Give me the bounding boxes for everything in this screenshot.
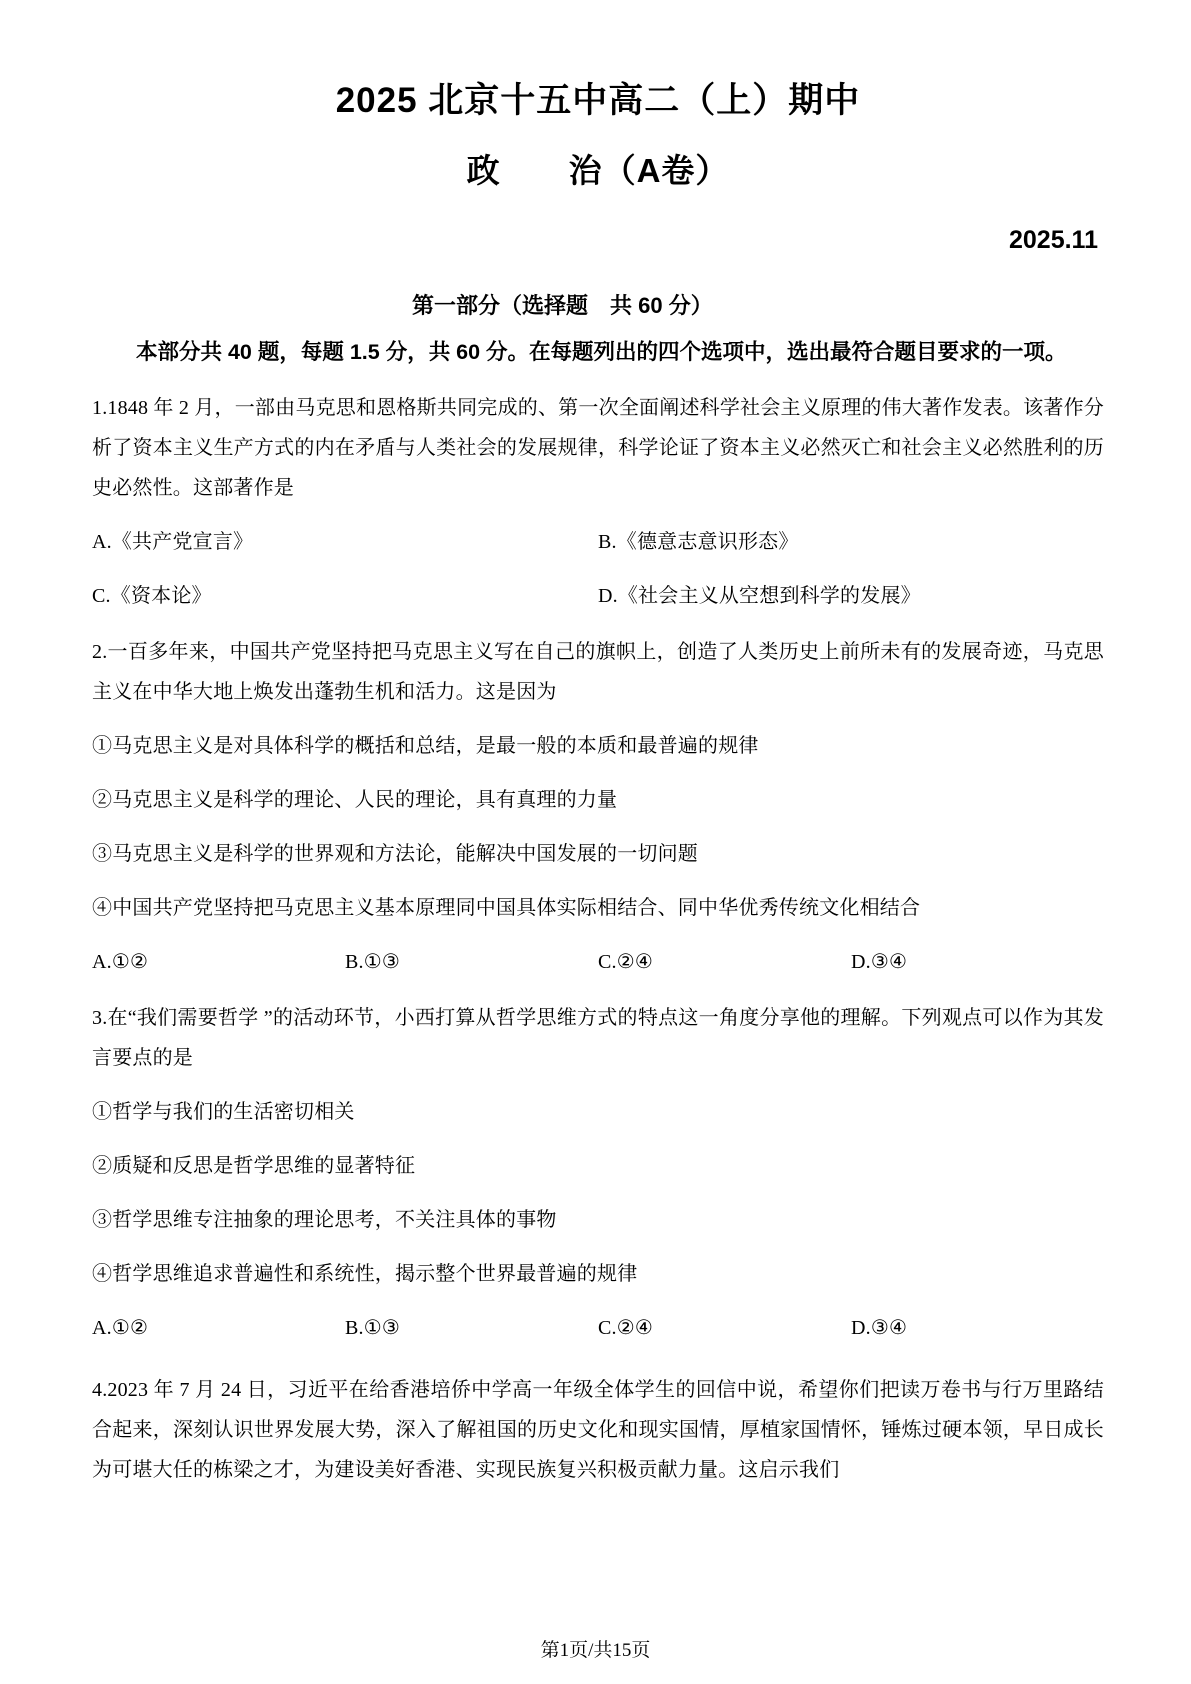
page-title: 2025 北京十五中高二（上）期中 <box>335 81 861 120</box>
option-row <box>92 576 1104 616</box>
option-a[interactable]: A.①② <box>92 951 149 974</box>
subject-title: 政 治（A卷） <box>466 151 730 189</box>
question-item <box>92 388 1104 616</box>
question-stem: 2.一百多年来，中国共产党坚持把马克思主义写在自己的旗帜上，创造了人类历史上前所未有的发展奇迹，马克思主义在中华大地上焕发出蓬勃生机和活力。这是因为 <box>92 641 1104 704</box>
question-item <box>92 998 1104 1348</box>
question-sub-item: ④哲学思维追求普遍性和系统性，揭示整个世界最普遍的规律 <box>92 1263 638 1286</box>
question-item <box>92 632 1104 982</box>
option-b[interactable]: B.《德意志意识形态》 <box>598 531 799 554</box>
exam-date: 2025.11 <box>1009 226 1098 255</box>
question-stem: 3.在“我们需要哲学 ”的活动环节，小西打算从哲学思维方式的特点这一角度分享他的理解。下列观点可以作为其发言要点的是 <box>92 1007 1104 1070</box>
option-c[interactable]: C.②④ <box>598 1317 653 1340</box>
option-d[interactable]: D.《社会主义从空想到科学的发展》 <box>598 585 921 608</box>
option-a[interactable]: A.①② <box>92 1317 149 1340</box>
option-row <box>92 942 1104 982</box>
question-sub-item: ②质疑和反思是哲学思维的显著特征 <box>92 1155 416 1178</box>
option-c[interactable]: C.②④ <box>598 951 653 974</box>
question-stem: 1.1848 年 2 月，一部由马克思和恩格斯共同完成的、第一次全面阐述科学社会主义原理的伟大著作发表。该著作分析了资本主义生产方式的内在矛盾与人类社会的发展规律，科学论证了资本主义必然灭亡和社会主义必然胜利的历史必然性。这部著作是 <box>92 397 1104 500</box>
page-footer: 第1页/共15页 <box>540 1640 651 1661</box>
option-d[interactable]: D.③④ <box>851 951 908 974</box>
question-item <box>92 1370 1104 1490</box>
question-sub-item: ②马克思主义是科学的理论、人民的理论，具有真理的力量 <box>92 789 618 812</box>
question-sub-item: ④中国共产党坚持把马克思主义基本原理同中国具体实际相结合、同中华优秀传统文化相结合 <box>92 897 921 920</box>
question-sub-item: ③哲学思维专注抽象的理论思考，不关注具体的事物 <box>92 1209 557 1232</box>
option-row <box>92 1308 1104 1348</box>
question-sub-item: ③马克思主义是科学的世界观和方法论，能解决中国发展的一切问题 <box>92 843 698 866</box>
question-sub-item: ①哲学与我们的生活密切相关 <box>92 1101 355 1124</box>
option-b[interactable]: B.①③ <box>345 951 400 974</box>
question-stem: 4.2023 年 7 月 24 日，习近平在给香港培侨中学高一年级全体学生的回信中说，希望你们把读万卷书与行万里路结合起来，深刻认识世界发展大势，深入了解祖国的历史文化和现实国情，厚植家国情怀，锤炼过硬本领，早日成长为可堪大任的栋梁之才，为建设美好香港、实现民族复兴积极贡献力量。这启示我们 <box>92 1379 1104 1482</box>
option-b[interactable]: B.①③ <box>345 1317 400 1340</box>
question-sub-item: ①马克思主义是对具体科学的概括和总结，是最一般的本质和最普遍的规律 <box>92 735 759 758</box>
page-content <box>92 0 1104 1490</box>
option-c[interactable]: C.《资本论》 <box>92 585 212 608</box>
option-d[interactable]: D.③④ <box>851 1317 908 1340</box>
section-instructions: 本部分共 40 题，每题 1.5 分，共 60 分。在每题列出的四个选项中，选出最符合题目要求的一项。 <box>136 340 1067 365</box>
option-a[interactable]: A.《共产党宣言》 <box>92 531 254 554</box>
section-heading: 第一部分（选择题 共 60 分） <box>412 293 713 319</box>
option-row <box>92 522 1104 562</box>
